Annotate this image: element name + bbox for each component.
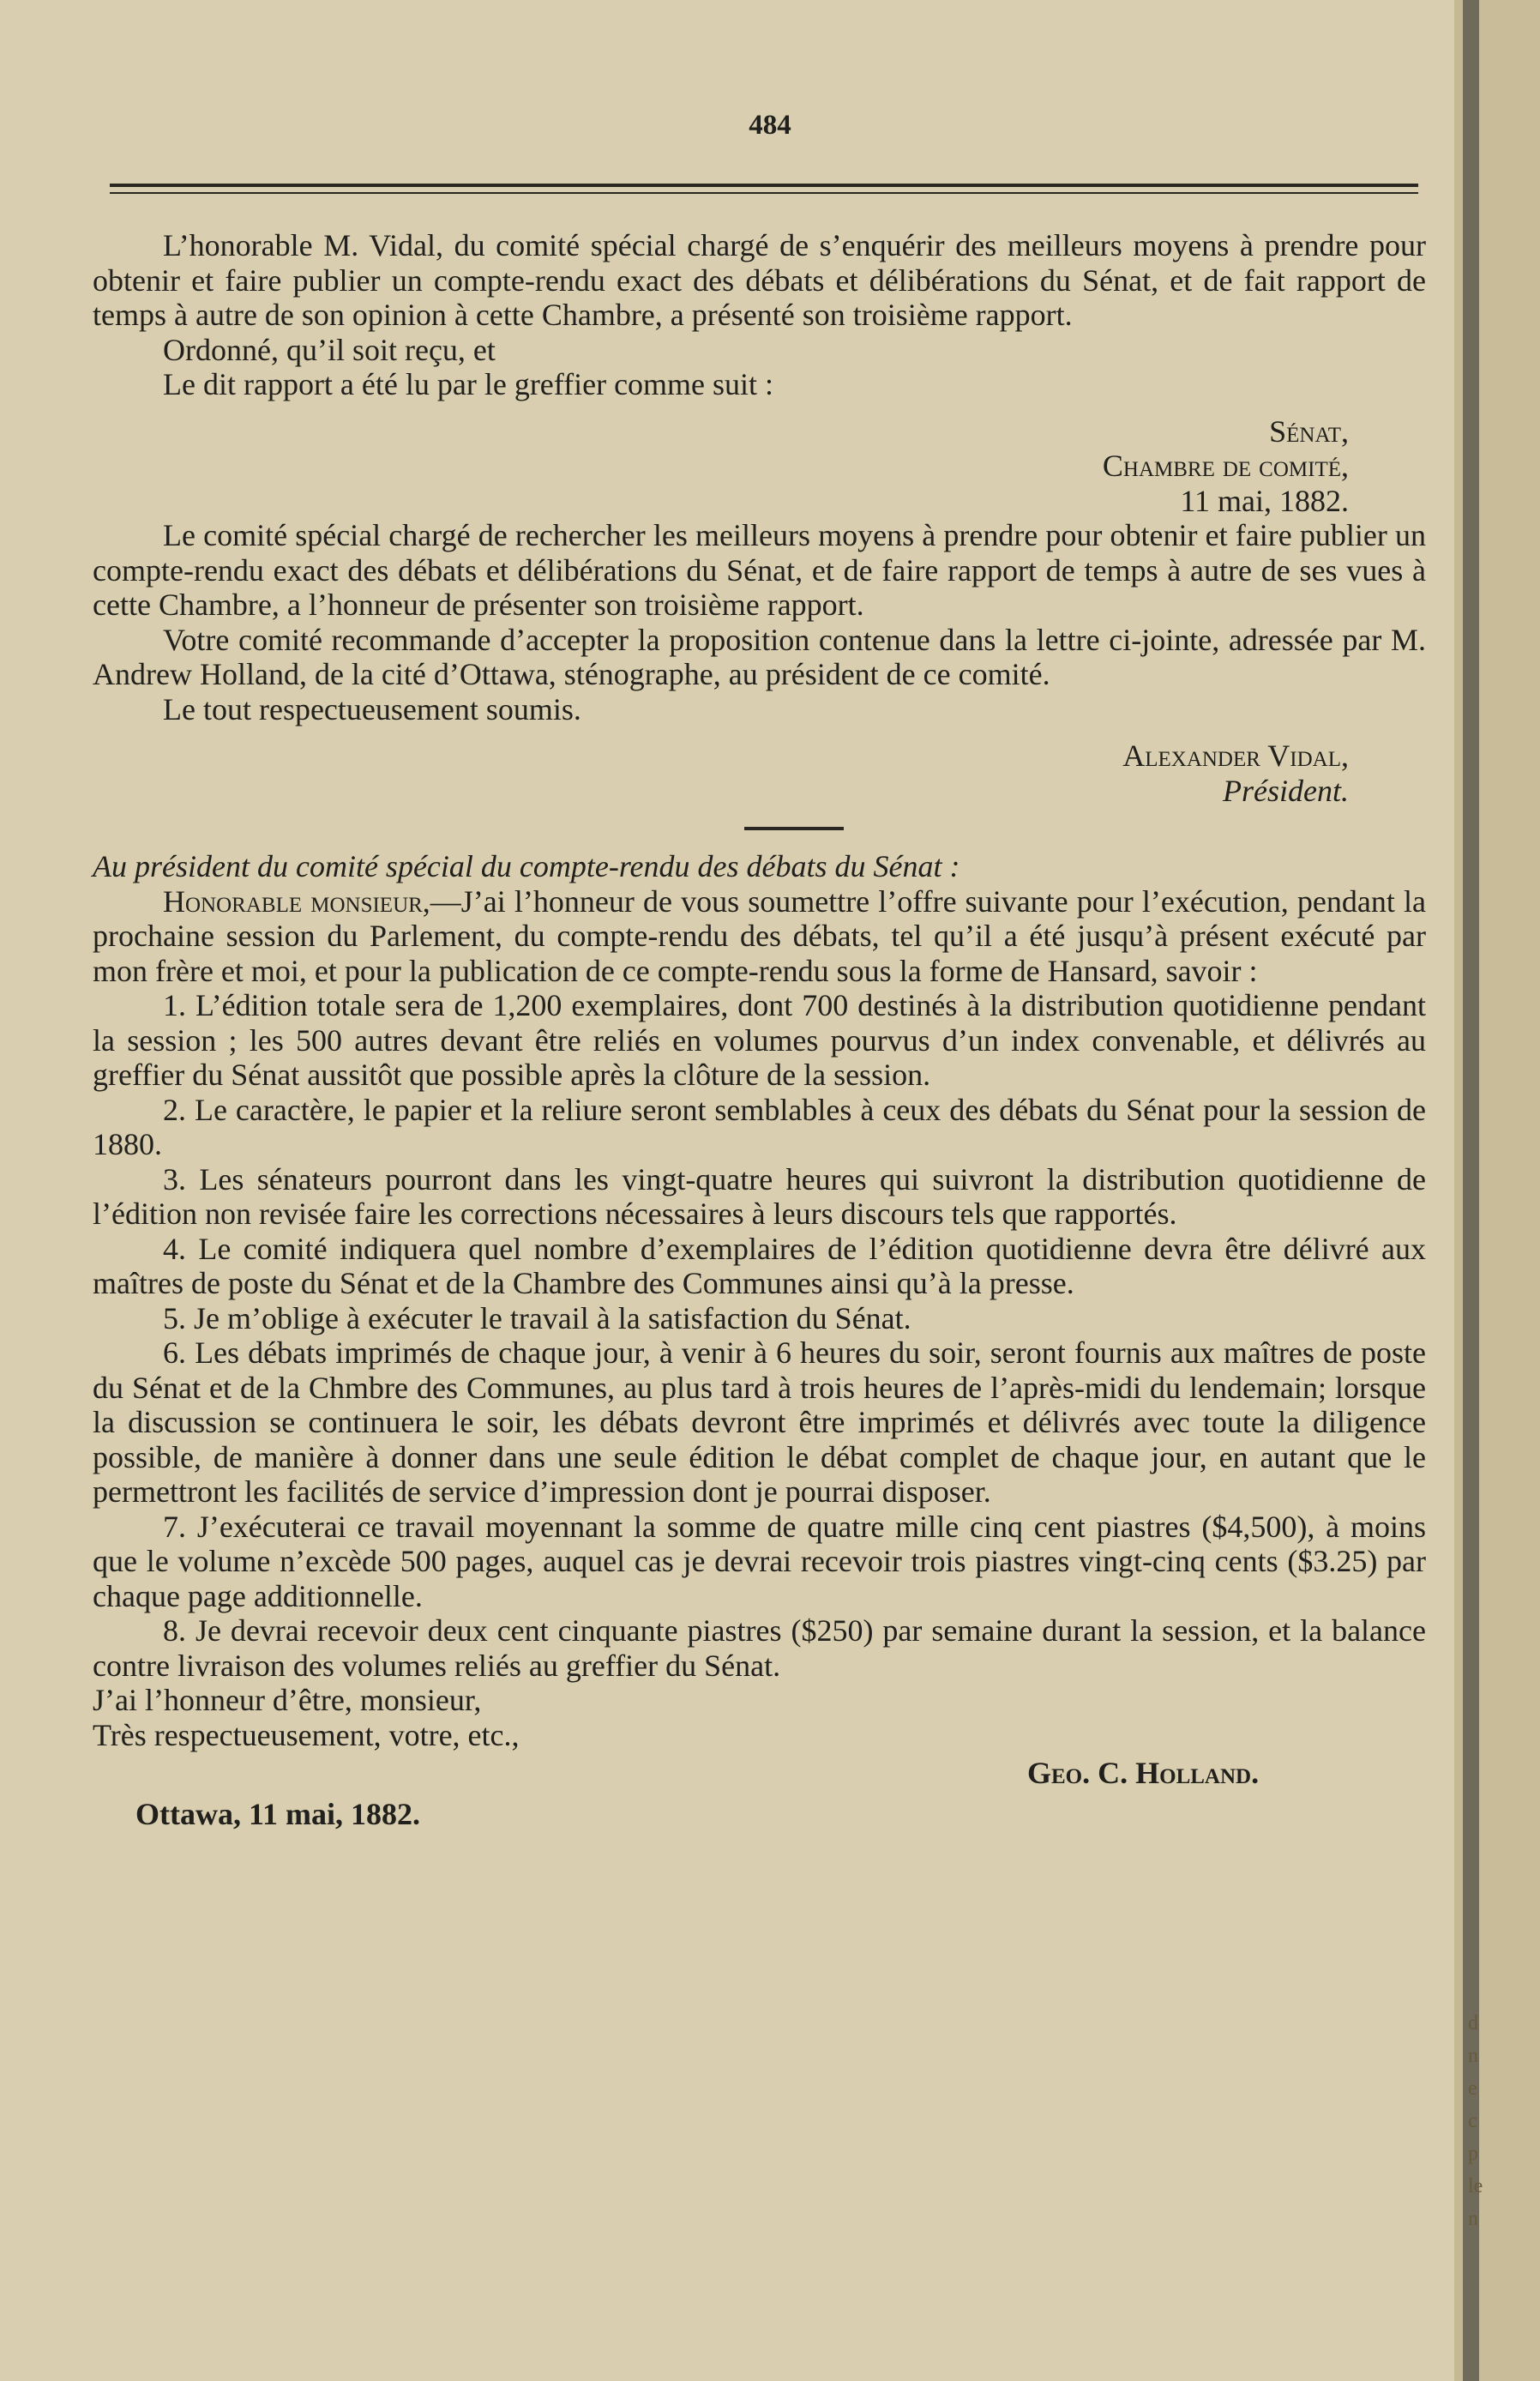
page-body <box>93 228 1426 1829</box>
list-item: 6. Les débats imprimés de chaque jour, à venir à 6 heures du soir, seront fournis aux maîtres de poste du Sénat et de la Chmbre des Communes, au plus tard à trois heures de l’après-midi du lendemain; lorsque la discussion se continuera le soir, les débats devront être imprimés et délivrés avec toute la diligence possible, de manière à donner dans une seule édition le débat complet de chaque jour, en autant que le permettront les facilités de service d’impression dont je pourrai disposer. <box>93 1335 1426 1509</box>
list-item: 7. J’exécuterai ce travail moyennant la somme de quatre mille cinq cent piastres ($4,500), à moins que le volume n’excède 500 pages, auquel cas je devrai recevoir trois piastres vingt-cinq cents ($3.25) par chaque page additionnelle. <box>93 1509 1426 1613</box>
report-header <box>93 414 1349 519</box>
intro-paragraph: L’honorable M. Vidal, du comité spécial chargé de s’enquérir des meilleurs moyens à prendre pour obtenir et faire publier un compte-rendu exact des débats et délibérations du Sénat, et de fait rapport de temps à autre de son opinion à cette Chambre, a présenté son troisième rapport. <box>93 228 1426 332</box>
report-signature-title: Président. <box>1223 773 1349 808</box>
report-paragraph-2: Votre comité recommande d’accepter la proposition contenue dans la lettre ci-jointe, adressée par M. Andrew Holland, de la cité d’Ottawa, sténographe, au président de ce comité. <box>93 622 1426 691</box>
list-item: 5. Je m’oblige à exécuter le travail à la satisfaction du Sénat. <box>163 1300 911 1335</box>
letter-opening-text: —J’ai l’honneur de vous soumettre l’offre suivante pour l’exécution, pendant la prochaine session du Parlement, du compte-rendu des débats, tel qu’il a été jusqu’à présent exécuté par mon frère et moi, et pour la publication de ce compte-rendu sous la forme de Hansard, savoir : <box>93 883 1426 988</box>
report-paragraph-3: Le tout respectueusement soumis. <box>163 691 581 726</box>
letter-signature: Geo. C. Holland. <box>1027 1756 1260 1790</box>
list-item: 3. Les sénateurs pourront dans les vingt-quatre heures qui suivront la distribution quotidienne de l’édition non revisée faire les corrections nécessaires à leurs discours tels que rapportés. <box>93 1161 1426 1231</box>
section-divider <box>744 827 844 830</box>
report-signature-name: Alexander Vidal, <box>1122 738 1349 773</box>
letter-date: Ottawa, 11 mai, 1882. <box>135 1797 420 1831</box>
header-rule-thin <box>110 192 1418 194</box>
page-gutter <box>1454 0 1463 2381</box>
letter-opening <box>93 884 1426 989</box>
report-paragraph-1: Le comité spécial chargé de rechercher les meilleurs moyens à prendre pour obtenir et faire publier un compte-rendu exact des débats et délibérations du Sénat, et de faire rapport de temps à autre de ses vues à cette Chambre, a l’honneur de présenter son troisième rapport. <box>93 518 1426 622</box>
closing-row <box>93 1752 1426 1829</box>
list-item: 2. Le caractère, le papier et la reliure seront semblables à ceux des débats du Sénat pour la session de 1880. <box>93 1092 1426 1161</box>
list-item: 8. Je devrai recevoir deux cent cinquante piastres ($250) par semaine durant la session, et la balance contre livraison des volumes reliés au greffier du Sénat. <box>93 1613 1426 1683</box>
report-signature <box>93 738 1349 808</box>
report-header-date: 11 mai, 1882. <box>1180 483 1349 518</box>
report-header-committee: Chambre de comité, <box>1102 449 1349 483</box>
adjacent-page-fragment: d n e c p le n <box>1468 2012 1483 2230</box>
report-header-senate: Sénat, <box>1269 413 1349 449</box>
closing-line-2: Très respectueusement, votre, etc., <box>93 1717 520 1752</box>
list-item: 4. Le comité indiquera quel nombre d’exemplaires de l’édition quotidienne devra être délivré aux maîtres de poste du Sénat et de la Chambre des Communes ainsi qu’à la presse. <box>93 1231 1426 1300</box>
intro-read: Le dit rapport a été lu par le greffier comme suit : <box>163 367 774 401</box>
list-item: 1. L’édition totale sera de 1,200 exemplaires, dont 700 destinés à la distribution quotidienne pendant la session ; les 500 autres devant être reliés en volumes pourvus d’un index convenable, et délivrés au greffier du Sénat aussitôt que possible après la clôture de la session. <box>93 988 1426 1092</box>
letter-salutation: Honorable monsieur, <box>163 883 430 919</box>
page-number: 484 <box>749 110 791 141</box>
header-rule <box>110 184 1418 187</box>
letter-address: Au président du comité spécial du compte-rendu des débats du Sénat : <box>93 849 960 883</box>
intro-ordered: Ordonné, qu’il soit reçu, et <box>163 332 496 367</box>
closing-line-1: J’ai l’honneur d’être, monsieur, <box>93 1683 482 1717</box>
